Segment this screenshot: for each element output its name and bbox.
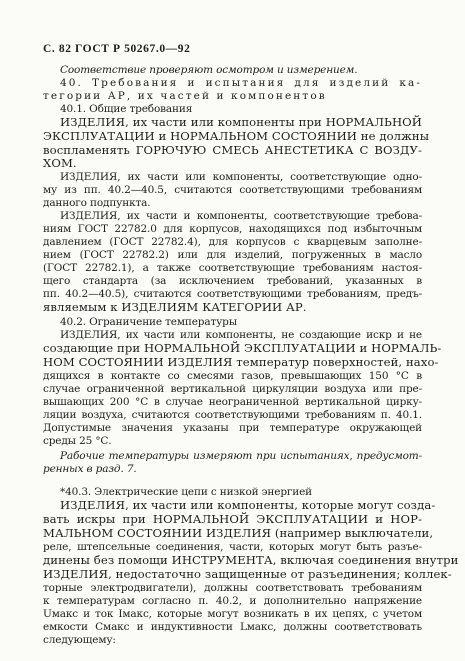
text-line: ренных в разд. 7. xyxy=(43,463,137,475)
text-line: ляции воздуха, считаются соответствующими требованиям п. 40.1. xyxy=(43,409,422,421)
text-line: дящихся в контакте со смесями газов, превышающих 150 °С в xyxy=(43,370,422,382)
section-heading: тегории АР, их частей и компонентов xyxy=(43,90,327,102)
text-line: емкости Смакс и индуктивности Lмакс, должны соответствовать xyxy=(43,621,422,633)
text-line: ниям ГОСТ 22782.0 для корпусов, находящихся под избыточным xyxy=(43,223,422,235)
text-line: воспламенять ГОРЮЧУЮ СМЕСЬ АНЕСТЕТИКА С ВОЗДУ- xyxy=(43,143,422,157)
text-line: пп. 40.2—40.5), считаются соответствующими требованиям, предъ- xyxy=(43,288,422,300)
text-line: НОМ СОСТОЯНИИ ИЗДЕЛИЯ температур поверхностей, нахо- xyxy=(43,355,439,369)
text-line: Соответствие проверяют осмотром и измерением. xyxy=(60,64,358,76)
text-line: торные электродвигатели), должны соответствовать требованиям xyxy=(43,582,422,594)
text-line: (ГОСТ 22782.1), а также соответствующие требованиям настоя- xyxy=(43,262,422,274)
text-line: ИЗДЕЛИЯ, их части или компоненты, соответствующие одно- xyxy=(60,171,422,183)
text-line: давлением (ГОСТ 22782.4), для корпусов с кварцевым заполне- xyxy=(43,236,422,248)
subsection-heading: 40.2. Ограничение температуры xyxy=(60,316,237,328)
text-line: вышающих 200 °С в случае неограниченной вертикальной цирку- xyxy=(43,396,422,408)
text-line: реле, штепсельные соединения, части, которых могут быть разъе- xyxy=(43,541,422,553)
text-line: Uмакс и ток Iмакс, которые могут возникать в их цепях, с учетом xyxy=(43,608,422,620)
page-header: С. 82 ГОСТ Р 50267.0—92 xyxy=(43,43,191,55)
text-line: случае ограниченной вертикальной циркуляции воздуха или пре- xyxy=(43,383,422,395)
text-line: к температурам согласно п. 40.2, и дополнительно напряжение xyxy=(43,595,422,607)
section-heading: 40. Требования и испытания для изделий ка- xyxy=(60,77,422,89)
text-line: нием (ГОСТ 22782.2) или для изделий, погруженных в масло xyxy=(43,249,422,261)
text-line: ХОМ. xyxy=(43,156,77,170)
text-line: му из пп. 40.2—40.5, считаются соответствующими требованиям xyxy=(43,184,422,196)
text-line: среды 25 °С. xyxy=(43,435,112,447)
text-line: создающие при НОРМАЛЬНОЙ ЭКСПЛУАТАЦИИ и НОРМАЛЬ- xyxy=(43,341,442,355)
text-line: ЭКСПЛУАТАЦИИ и НОРМАЛЬНОМ СОСТОЯНИИ не должны xyxy=(43,129,430,143)
text-line: динены без помощи ИНСТРУМЕНТА, включая соединения внутри xyxy=(43,553,459,567)
subsection-heading: *40.3. Электрические цепи с низкой энергией xyxy=(60,486,312,498)
text-line: Рабочие температуры измеряют при испытаниях, предусмот- xyxy=(60,450,422,462)
text-line: являемым к ИЗДЕЛИЯМ КАТЕГОРИИ АР. xyxy=(43,300,307,314)
text-line: данного подпункта. xyxy=(43,197,151,209)
text-line: ИЗДЕЛИЯ, их части и компоненты, соответствующие требова- xyxy=(60,210,422,222)
text-line: ИЗДЕЛИЯ, их части или компоненты, не создающие искр и не xyxy=(60,329,422,341)
text-line: МАЛЬНОМ СОСТОЯНИИ ИЗДЕЛИЯ (например выключатели, xyxy=(43,526,434,540)
text-line: ИЗДЕЛИЯ, их части или компоненты при НОРМАЛЬНОЙ xyxy=(60,115,422,129)
subsection-heading: 40.1. Общие требования xyxy=(60,103,193,115)
text-line: следующему: xyxy=(43,634,116,646)
text-line: вать искры при НОРМАЛЬНОЙ ЭКСПЛУАТАЦИИ и НОР- xyxy=(43,512,422,526)
text-line: щего стандарта (за исключением требований, указанных в xyxy=(43,275,422,287)
text-line: Допустимые значения указаны при температуре окружающей xyxy=(43,422,422,434)
text-line: ИЗДЕЛИЯ, их части или компоненты, которые могут созда- xyxy=(60,498,436,512)
text-line: ИЗДЕЛИЯ, недостаточно защищенные от разъединения; коллек- xyxy=(43,567,452,581)
